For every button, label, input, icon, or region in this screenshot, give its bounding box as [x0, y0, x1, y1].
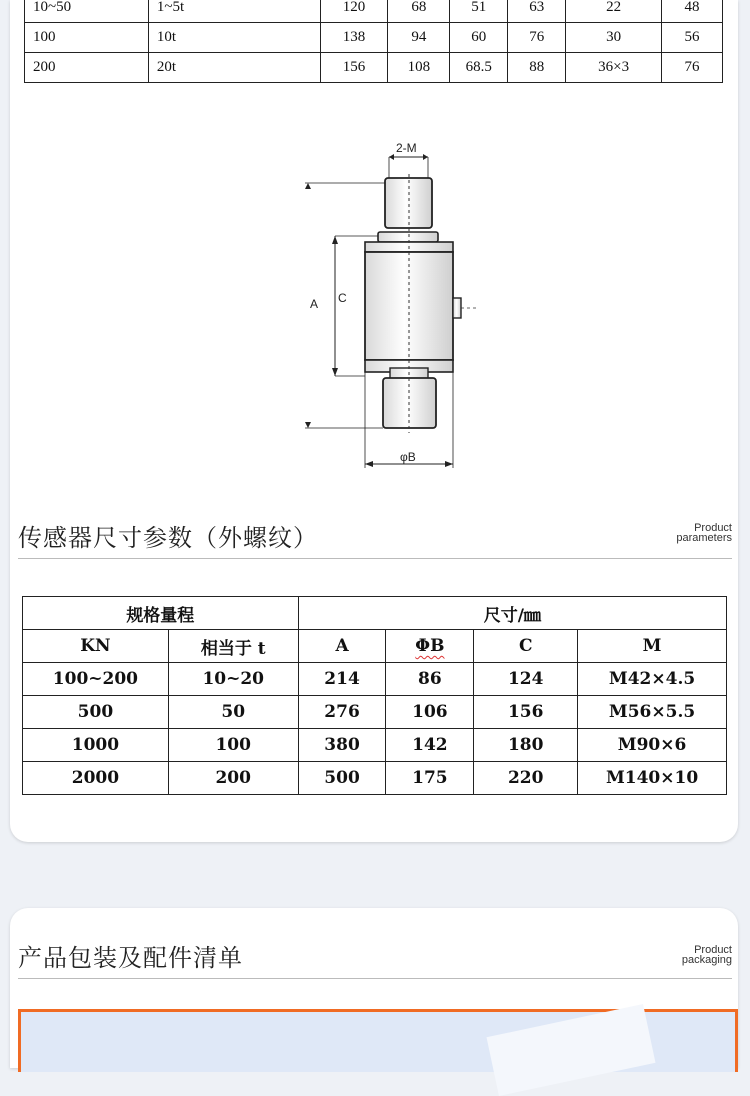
sensor-dimension-drawing — [290, 128, 490, 478]
table-cell: 100 — [168, 729, 298, 762]
table-cell: 100 — [25, 23, 149, 53]
table-row — [23, 663, 727, 696]
header-cell: KN — [23, 630, 169, 663]
label-2m: 2-M — [396, 141, 417, 155]
en-label-line: Product — [694, 944, 732, 956]
table-cell: 500 — [298, 762, 386, 795]
table-row — [25, 53, 723, 83]
table-cell: 220 — [474, 762, 578, 795]
table-cell: 60 — [450, 23, 508, 53]
sensor-dimension-table — [22, 596, 727, 795]
label-a: A — [310, 297, 319, 311]
section-title-packaging: 产品包装及配件清单 — [18, 944, 243, 972]
table-cell: M42×4.5 — [578, 663, 727, 696]
table-cell: 88 — [508, 53, 566, 83]
table-row — [23, 729, 727, 762]
table-cell: 30 — [566, 23, 662, 53]
table-cell: 124 — [474, 663, 578, 696]
table-row — [23, 762, 727, 795]
label-b: φB — [400, 450, 416, 464]
table-cell: 156 — [320, 53, 388, 83]
parameters-card — [10, 0, 738, 842]
table-cell: 500 — [23, 696, 169, 729]
table-cell: 106 — [386, 696, 474, 729]
table-cell: 36×3 — [566, 53, 662, 83]
header-cell: 规格量程 — [23, 597, 299, 630]
table-cell: 200 — [168, 762, 298, 795]
table-cell: M140×10 — [578, 762, 727, 795]
table-cell: 20t — [148, 53, 320, 83]
table-cell: 100~200 — [23, 663, 169, 696]
table-cell: 63 — [508, 0, 566, 23]
table-cell: 94 — [388, 23, 450, 53]
en-label-line: packaging — [681, 954, 732, 966]
table-cell: 1000 — [23, 729, 169, 762]
section-title-parameters: 传感器尺寸参数（外螺纹） — [18, 524, 318, 552]
header-cell: M — [578, 630, 727, 663]
table-cell: 108 — [388, 53, 450, 83]
table-cell: 2000 — [23, 762, 169, 795]
table-cell: 68.5 — [450, 53, 508, 83]
table-cell: 76 — [508, 23, 566, 53]
table-header-row — [23, 630, 727, 663]
en-label-line: parameters — [676, 532, 732, 544]
table-cell: 214 — [298, 663, 386, 696]
table-cell: 138 — [320, 23, 388, 53]
sensor-body — [365, 174, 476, 433]
table-cell: 51 — [450, 0, 508, 23]
table-row — [23, 696, 727, 729]
table-row — [25, 0, 723, 23]
table-cell: 175 — [386, 762, 474, 795]
table-cell: 10~50 — [25, 0, 149, 23]
divider — [18, 558, 732, 559]
header-cell — [386, 630, 474, 663]
table-cell: 200 — [25, 53, 149, 83]
packaging-photo — [18, 1009, 738, 1072]
table-cell: 22 — [566, 0, 662, 23]
photo-paper-sheet — [487, 1004, 656, 1096]
table-cell: 120 — [320, 0, 388, 23]
section-en-label — [642, 945, 732, 965]
table-cell: 1~5t — [148, 0, 320, 23]
table-cell: 86 — [386, 663, 474, 696]
table-cell: 10~20 — [168, 663, 298, 696]
section-en-label — [642, 523, 732, 543]
table-cell: 68 — [388, 0, 450, 23]
table-cell: 156 — [474, 696, 578, 729]
header-cell: 尺寸/㎜ — [298, 597, 726, 630]
table-cell: 76 — [662, 53, 723, 83]
table-header-row — [23, 597, 727, 630]
table-cell: 276 — [298, 696, 386, 729]
label-c: C — [338, 291, 347, 305]
table-cell: 48 — [662, 0, 723, 23]
header-cell: 相当于 t — [168, 630, 298, 663]
header-text: ΦB — [415, 636, 445, 656]
table-cell: M56×5.5 — [578, 696, 727, 729]
dimension-2m — [389, 141, 428, 178]
table-cell: 50 — [168, 696, 298, 729]
table-row — [25, 23, 723, 53]
divider — [18, 978, 732, 979]
table-cell: 10t — [148, 23, 320, 53]
table-cell: 180 — [474, 729, 578, 762]
en-label-line: Product — [694, 522, 732, 534]
table-cell: 142 — [386, 729, 474, 762]
header-cell: C — [474, 630, 578, 663]
table-cell: 380 — [298, 729, 386, 762]
capacity-dimension-table — [24, 0, 723, 83]
table-cell: 56 — [662, 23, 723, 53]
packaging-card — [10, 908, 738, 1068]
header-cell: A — [298, 630, 386, 663]
table-cell: M90×6 — [578, 729, 727, 762]
